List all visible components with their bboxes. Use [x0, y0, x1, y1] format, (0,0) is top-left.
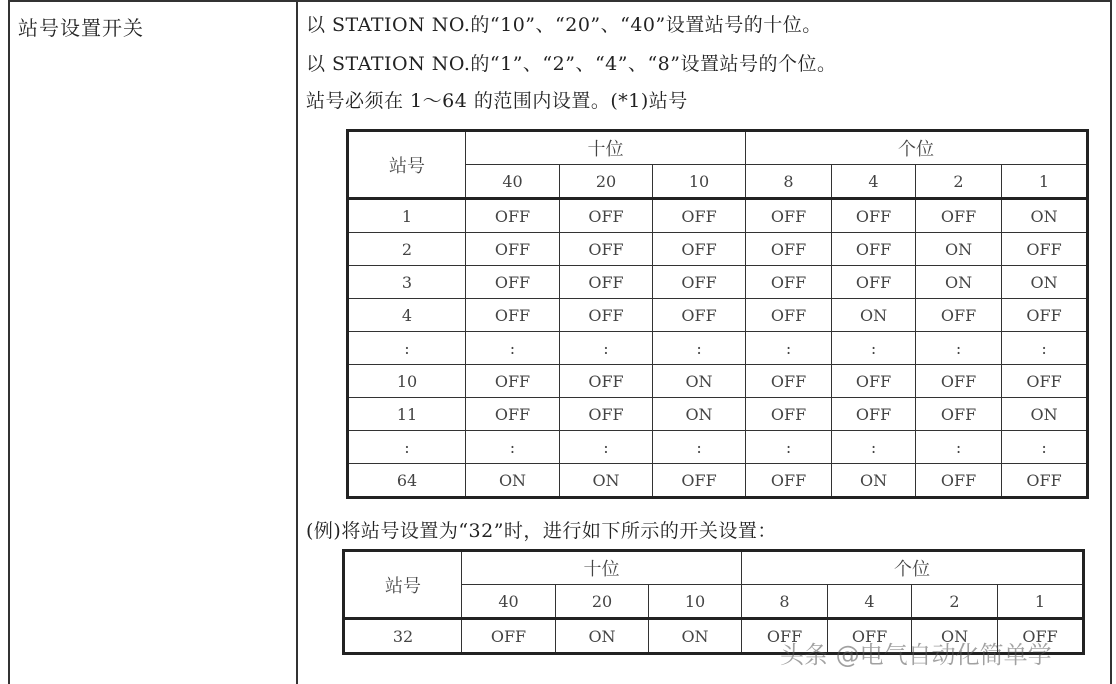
table-cell: OFF [832, 266, 916, 299]
header-station: 站号 [348, 131, 466, 199]
table-cell: ON [653, 365, 746, 398]
table-cell: OFF [832, 365, 916, 398]
table-cell: : [466, 332, 560, 365]
table-row [348, 266, 1088, 299]
table-cell: : [653, 332, 746, 365]
table-cell: ON [832, 299, 916, 332]
table-cell: OFF [746, 266, 832, 299]
table-cell: OFF [832, 233, 916, 266]
table-cell: 10 [348, 365, 466, 398]
table-cell: OFF [560, 365, 653, 398]
header-station: 站号 [344, 551, 462, 619]
table-cell: OFF [466, 299, 560, 332]
header-bit-1: 1 [1002, 165, 1088, 199]
header-bit-2: 2 [912, 585, 998, 619]
table-cell: OFF [746, 398, 832, 431]
table-cell: OFF [560, 266, 653, 299]
table-row [348, 431, 1088, 464]
table-cell: OFF [466, 398, 560, 431]
table-cell: OFF [560, 398, 653, 431]
table-cell: OFF [916, 299, 1002, 332]
table-cell: OFF [560, 233, 653, 266]
description-line-range: 站号必须在 1～64 的范围内设置。(*1)站号 [306, 90, 688, 112]
table-cell: OFF [828, 619, 912, 654]
table-cell: ON [832, 464, 916, 498]
table-cell: : [832, 431, 916, 464]
table-cell: OFF [560, 199, 653, 233]
header-bit-1: 1 [998, 585, 1084, 619]
table-cell: 2 [348, 233, 466, 266]
table-row [348, 332, 1088, 365]
table-cell: 3 [348, 266, 466, 299]
table-cell: OFF [746, 464, 832, 498]
header-bit-40: 40 [462, 585, 556, 619]
table-row [348, 365, 1088, 398]
table-cell: OFF [916, 199, 1002, 233]
table-cell: OFF [1002, 365, 1088, 398]
table-cell: : [560, 332, 653, 365]
table-cell: OFF [998, 619, 1084, 654]
table-cell: ON [653, 398, 746, 431]
table-cell: : [832, 332, 916, 365]
table-cell: OFF [653, 266, 746, 299]
header-bit-10: 10 [653, 165, 746, 199]
table-cell: OFF [1002, 299, 1088, 332]
table-cell: OFF [466, 199, 560, 233]
table-cell: OFF [746, 233, 832, 266]
table-cell: ON [1002, 398, 1088, 431]
header-bit-2: 2 [916, 165, 1002, 199]
header-ones: 个位 [746, 131, 1088, 165]
table-cell: ON [916, 266, 1002, 299]
table-cell: OFF [746, 365, 832, 398]
table-cell: OFF [742, 619, 828, 654]
table-cell: : [1002, 431, 1088, 464]
table-cell: 4 [348, 299, 466, 332]
table-cell: OFF [746, 299, 832, 332]
table-cell: ON [466, 464, 560, 498]
header-tens: 十位 [466, 131, 746, 165]
table-cell: 1 [348, 199, 466, 233]
table-cell: ON [916, 233, 1002, 266]
table-cell: OFF [653, 299, 746, 332]
table-cell: : [746, 431, 832, 464]
header-bit-10: 10 [649, 585, 742, 619]
table-row [348, 233, 1088, 266]
table-row [348, 398, 1088, 431]
header-bit-40: 40 [466, 165, 560, 199]
table-cell: OFF [832, 398, 916, 431]
table-cell: : [746, 332, 832, 365]
table-row [348, 199, 1088, 233]
table-cell: : [653, 431, 746, 464]
table-cell: OFF [746, 199, 832, 233]
table-cell: OFF [1002, 464, 1088, 498]
table-cell: OFF [832, 199, 916, 233]
table-row [348, 299, 1088, 332]
table-row [348, 464, 1088, 498]
table-cell: OFF [916, 365, 1002, 398]
header-bit-20: 20 [560, 165, 653, 199]
row-label: 站号设置开关 [18, 16, 144, 40]
example-caption: (例)将站号设置为“32”时，进行如下所示的开关设置： [306, 520, 777, 542]
header-ones: 个位 [742, 551, 1084, 585]
header-bit-20: 20 [556, 585, 649, 619]
column-divider [296, 0, 298, 684]
table-cell: OFF [466, 233, 560, 266]
table-cell: OFF [653, 233, 746, 266]
table-cell: ON [556, 619, 649, 654]
table-cell: OFF [653, 464, 746, 498]
description-line-ones: 以 STATION NO.的“1”、“2”、“4”、“8”设置站号的个位。 [306, 53, 837, 75]
header-bit-8: 8 [746, 165, 832, 199]
table-cell: OFF [462, 619, 556, 654]
table-cell: OFF [916, 398, 1002, 431]
table-cell: : [348, 431, 466, 464]
table-cell: : [466, 431, 560, 464]
station-number-table [346, 129, 1089, 499]
table-cell: : [916, 332, 1002, 365]
table-cell: OFF [916, 464, 1002, 498]
table-cell: : [348, 332, 466, 365]
table-cell: ON [1002, 199, 1088, 233]
table-cell: ON [1002, 266, 1088, 299]
table-cell: OFF [1002, 233, 1088, 266]
table-cell: 11 [348, 398, 466, 431]
table-cell: 64 [348, 464, 466, 498]
table-cell: OFF [466, 266, 560, 299]
watermark: 头条 @电气自动化简单学 [780, 641, 1052, 669]
header-bit-8: 8 [742, 585, 828, 619]
table-cell: 32 [344, 619, 462, 654]
table-cell: : [916, 431, 1002, 464]
header-tens: 十位 [462, 551, 742, 585]
table-cell: OFF [466, 365, 560, 398]
table-cell: ON [649, 619, 742, 654]
table-cell: : [1002, 332, 1088, 365]
table-cell: ON [560, 464, 653, 498]
header-bit-4: 4 [828, 585, 912, 619]
table-cell: ON [912, 619, 998, 654]
header-bit-4: 4 [832, 165, 916, 199]
table-cell: : [560, 431, 653, 464]
table-cell: OFF [560, 299, 653, 332]
table-cell: OFF [653, 199, 746, 233]
description-line-tens: 以 STATION NO.的“10”、“20”、“40”设置站号的十位。 [306, 14, 822, 36]
